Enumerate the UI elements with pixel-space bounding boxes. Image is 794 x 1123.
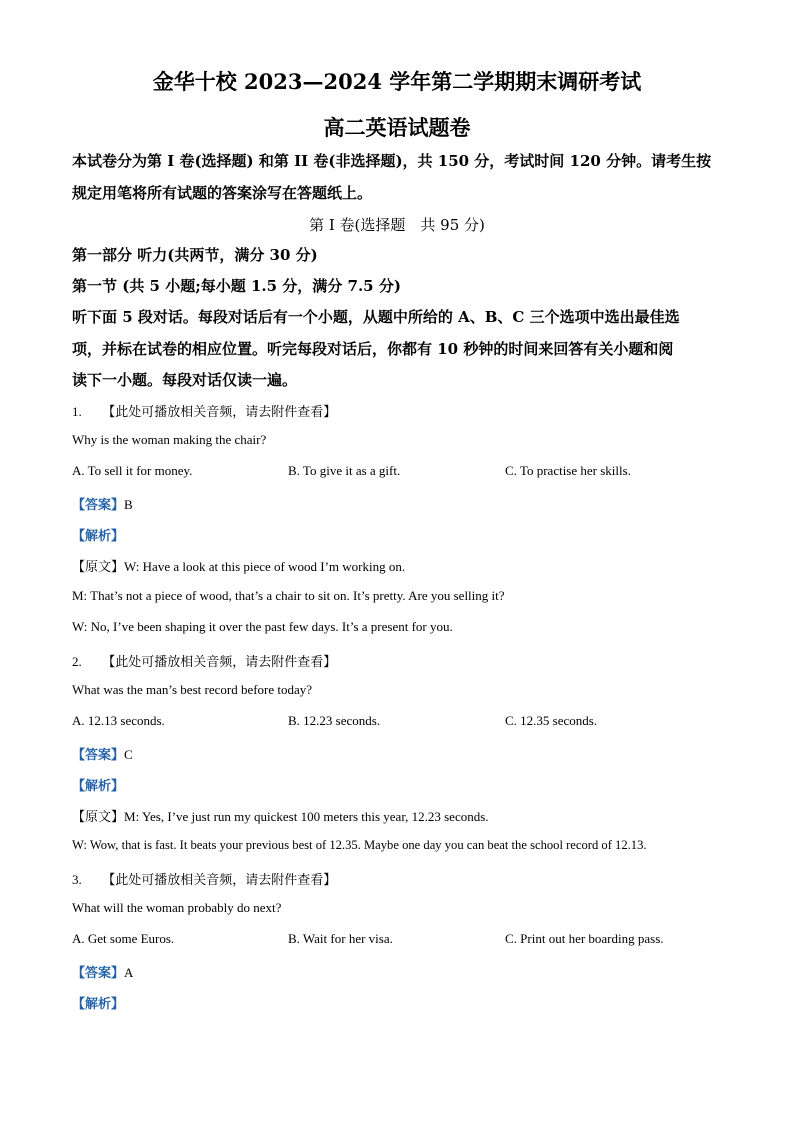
answer-value: C (124, 747, 133, 762)
question-2-option-a: A. 12.13 seconds. (72, 713, 165, 728)
analysis-label: 【解析】 (72, 529, 125, 544)
question-2-option-c: C. 12.35 seconds. (505, 713, 598, 728)
instructions-line-1: 听下面 5 段对话。每段对话后有一个小题，从题中所给的 A、B、C 三个选项中选出最佳选 (72, 308, 680, 326)
question-1-transcript-line-3: W: No, I’ve been shaping it over the past few days. It’s a present for you. (72, 619, 453, 634)
answer-label: 【答案】 (72, 498, 125, 513)
audio-note: 【此处可播放相关音频，请去附件查看】 (102, 655, 337, 670)
answer-value: B (124, 497, 133, 512)
exam-title: 金华十校 2023—2024 学年第二学期期末调研考试 (152, 69, 642, 94)
part-heading: 第一部分 听力(共两节，满分 30 分) (72, 246, 318, 264)
intro-line-1: 本试卷分为第 I 卷(选择题) 和第 II 卷(非选择题)，共 150 分，考试时间 120 分钟。请考生按 (72, 152, 712, 170)
section-heading: 第一节 (共 5 小题;每小题 1.5 分，满分 7.5 分) (72, 277, 401, 295)
analysis-label: 【解析】 (72, 997, 125, 1012)
question-2-transcript-line-1 (72, 806, 489, 825)
question-1-transcript-line-1 (72, 556, 405, 575)
question-1-text: Why is the woman making the chair? (72, 432, 267, 447)
question-2-text: What was the man’s best record before today? (72, 682, 313, 697)
question-2-transcript-line-2: W: Wow, that is fast. It beats your previous best of 12.35. Maybe one day you can beat the school record of 12.13. (72, 838, 647, 852)
question-2-analysis (72, 775, 124, 794)
question-2-answer (72, 744, 133, 763)
intro-line-2: 规定用笔将所有试题的答案涂写在答题纸上。 (72, 184, 373, 202)
transcript-label: 【原文】 (72, 810, 125, 825)
question-1-option-b: B. To give it as a gift. (288, 463, 401, 478)
question-1-analysis (72, 525, 124, 544)
transcript-text: W: Have a look at this piece of wood I’m working on. (124, 559, 406, 574)
question-number: 3. (72, 872, 82, 887)
question-3-option-a: A. Get some Euros. (72, 931, 175, 946)
audio-note: 【此处可播放相关音频，请去附件查看】 (102, 873, 337, 888)
transcript-label: 【原文】 (72, 560, 125, 575)
question-3-header (72, 869, 336, 888)
question-2-header (72, 651, 336, 670)
question-1-option-c: C. To practise her skills. (505, 463, 631, 478)
question-1-transcript-line-2: M: That’s not a piece of wood, that’s a chair to sit on. It’s pretty. Are you selling it? (72, 588, 505, 603)
answer-value: A (124, 965, 134, 980)
instructions-line-3: 读下一小题。每段对话仅读一遍。 (72, 371, 298, 389)
question-3-answer (72, 962, 133, 981)
question-1-option-a: A. To sell it for money. (72, 463, 193, 478)
exam-subtitle: 高二英语试题卷 (323, 115, 471, 140)
question-3-analysis (72, 993, 124, 1012)
audio-note: 【此处可播放相关音频，请去附件查看】 (102, 405, 337, 420)
instructions-line-2: 项，并标在试卷的相应位置。听完每段对话后，你都有 10 秒钟的时间来回答有关小题和阅 (72, 340, 674, 358)
question-2-option-b: B. 12.23 seconds. (288, 713, 381, 728)
question-number: 2. (72, 654, 82, 669)
volume-heading: 第 I 卷(选择题 共 95 分) (309, 216, 485, 234)
question-1-header (72, 401, 336, 420)
question-1-answer (72, 494, 133, 513)
answer-label: 【答案】 (72, 748, 125, 763)
transcript-text: M: Yes, I’ve just run my quickest 100 meters this year, 12.23 seconds. (124, 809, 489, 824)
question-3-option-c: C. Print out her boarding pass. (505, 931, 664, 946)
question-3-text: What will the woman probably do next? (72, 900, 282, 915)
question-3-option-b: B. Wait for her visa. (288, 931, 393, 946)
question-number: 1. (72, 404, 82, 419)
analysis-label: 【解析】 (72, 779, 125, 794)
answer-label: 【答案】 (72, 966, 125, 981)
